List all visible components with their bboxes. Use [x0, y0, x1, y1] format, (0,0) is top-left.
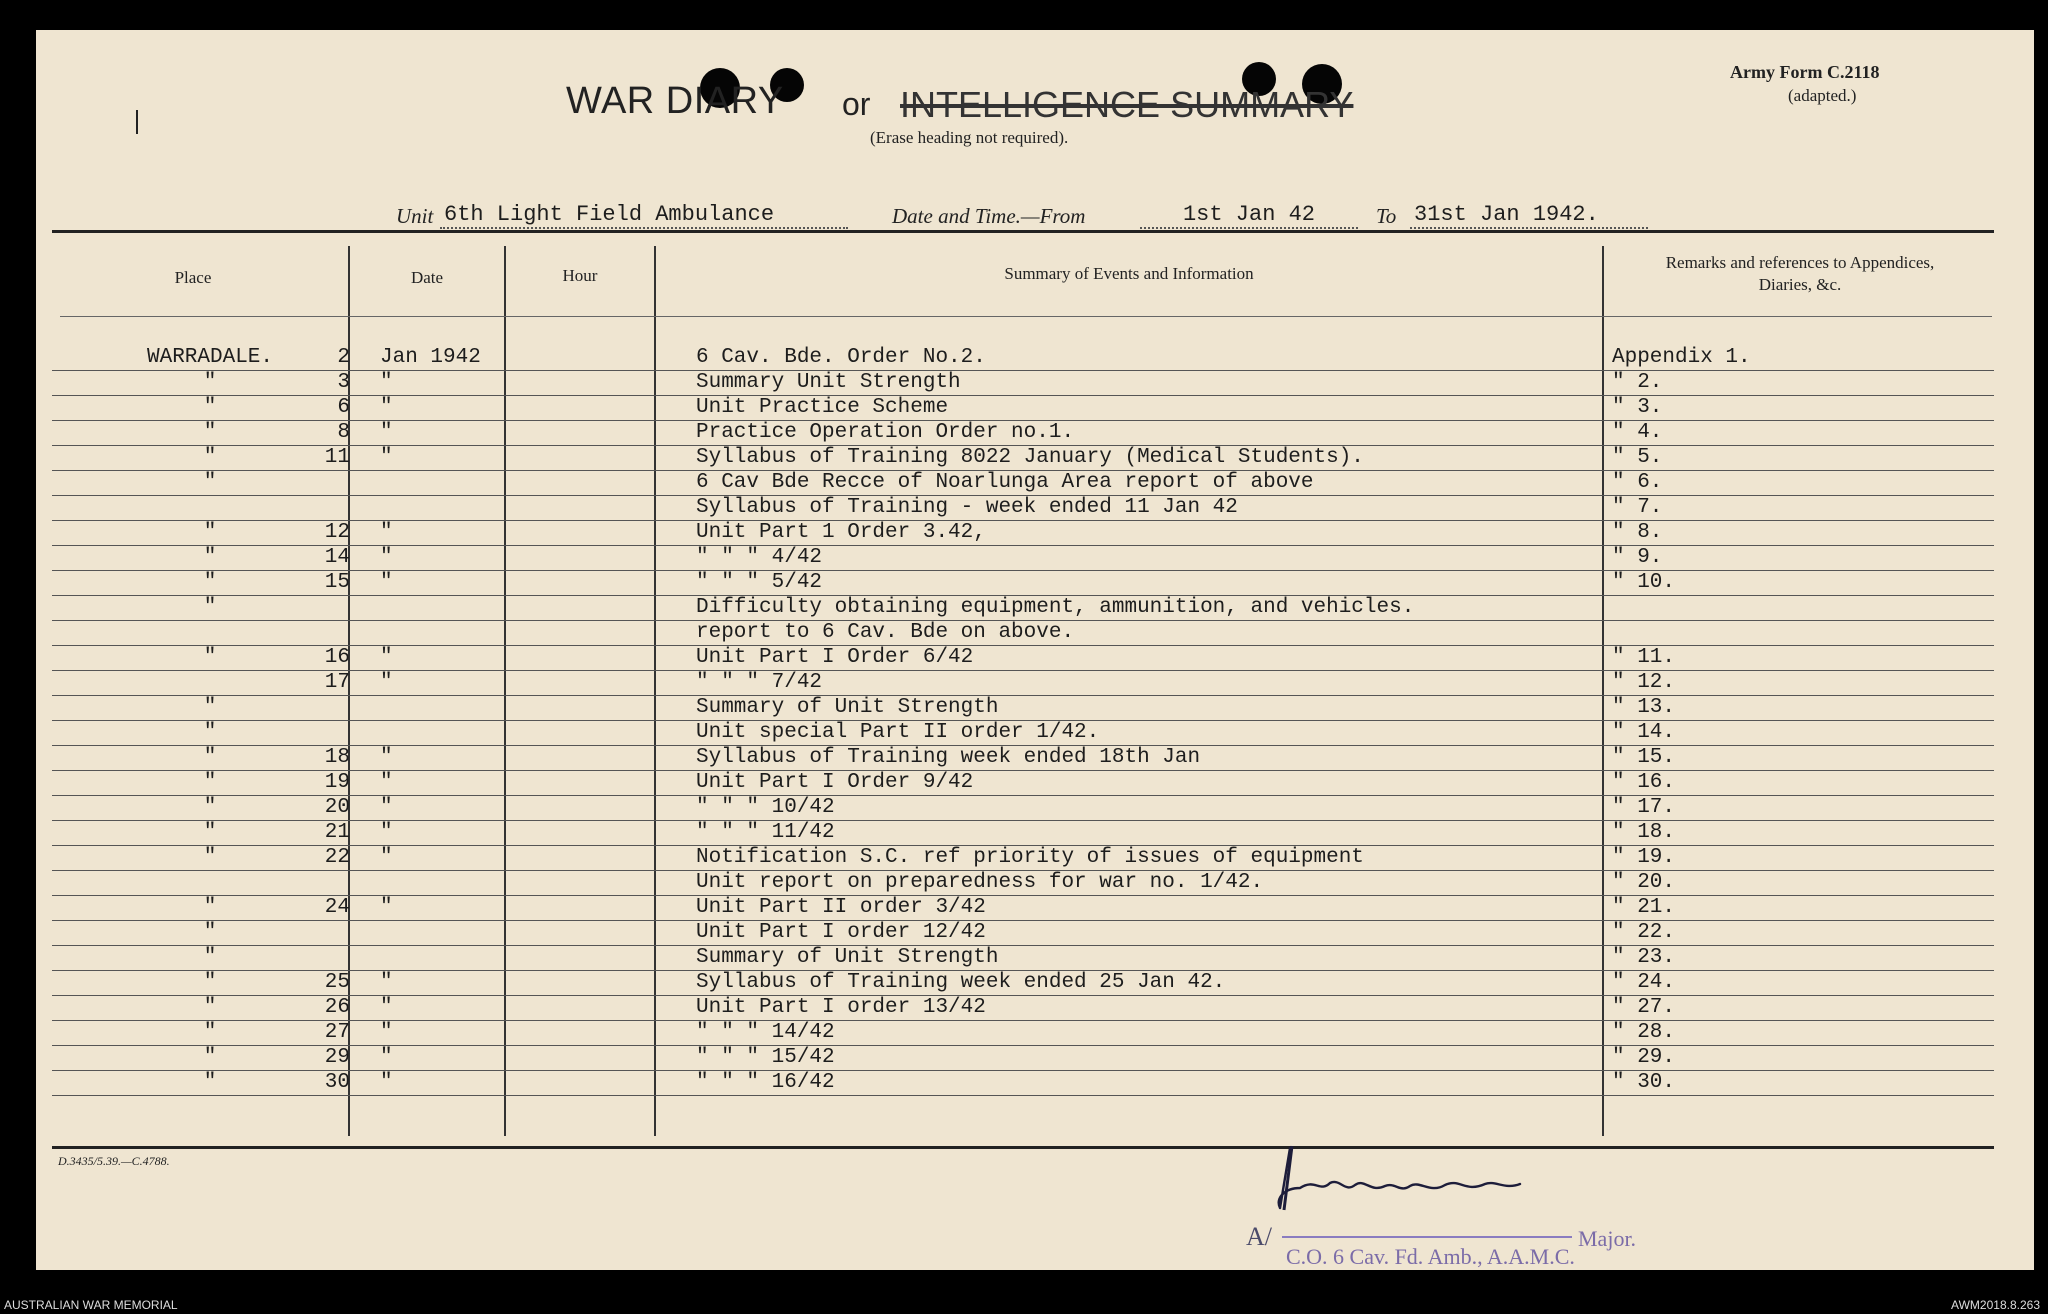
- form-print-code: D.3435/5.39.—C.4788.: [58, 1154, 170, 1168]
- row-summary: 6 Cav. Bde. Order No.2.: [696, 346, 986, 369]
- row-day: 30: [324, 1071, 350, 1094]
- row-remark: " 8.: [1612, 521, 1663, 544]
- row-month: ": [380, 896, 393, 919]
- unit-label: Unit: [396, 204, 434, 228]
- row-remark: " 6.: [1612, 471, 1663, 494]
- bottom-rule: [52, 1146, 1994, 1149]
- row-month: ": [380, 546, 393, 569]
- row-place: ": [203, 971, 217, 994]
- row-place: ": [203, 696, 217, 719]
- row-summary: Syllabus of Training - week ended 11 Jan 42: [696, 496, 1238, 519]
- column-header-remarks: Remarks and references to Appendices, Diaries, &c.: [1665, 253, 1935, 294]
- row-remark: " 17.: [1612, 796, 1676, 819]
- row-place: ": [203, 521, 217, 544]
- diary-title: WAR DIARY: [566, 80, 784, 122]
- row-summary: Summary of Unit Strength: [696, 696, 999, 719]
- row-remark: Appendix 1.: [1612, 346, 1751, 369]
- row-place: ": [203, 1021, 217, 1044]
- column-divider: [654, 246, 656, 1136]
- unit-value: 6th Light Field Ambulance: [440, 202, 848, 229]
- row-remark: " 22.: [1612, 921, 1676, 944]
- row-remark: " 21.: [1612, 896, 1676, 919]
- from-value: 1st Jan 42: [1140, 202, 1358, 229]
- struck-title: INTELLIGENCE SUMMARY: [900, 84, 1354, 125]
- row-summary: report to 6 Cav. Bde on above.: [696, 621, 1075, 644]
- row-remark: " 4.: [1612, 421, 1663, 444]
- row-place: ": [203, 371, 217, 394]
- row-month: ": [380, 571, 393, 594]
- row-month: ": [380, 971, 393, 994]
- row-day: 8: [337, 421, 350, 444]
- archive-id: AWM2018.8.263: [1951, 1298, 2040, 1312]
- row-place: ": [203, 596, 217, 619]
- row-place: ": [203, 821, 217, 844]
- row-remark: " 14.: [1612, 721, 1676, 744]
- row-remark: " 28.: [1612, 1021, 1676, 1044]
- row-summary: " " " 15/42: [696, 1046, 835, 1069]
- form-number: Army Form C.2118: [1730, 62, 1880, 82]
- row-summary: Summary Unit Strength: [696, 371, 961, 394]
- row-remark: " 19.: [1612, 846, 1676, 869]
- row-summary: " " " 16/42: [696, 1071, 835, 1094]
- row-place: ": [203, 571, 217, 594]
- row-summary: " " " 7/42: [696, 671, 823, 694]
- row-remark: " 9.: [1612, 546, 1663, 569]
- row-month: Jan 1942: [380, 346, 481, 369]
- row-day: 14: [324, 546, 350, 569]
- row-day: 11: [324, 446, 350, 469]
- row-place: ": [203, 846, 217, 869]
- row-day: 16: [324, 646, 350, 669]
- row-place: ": [203, 746, 217, 769]
- row-place: ": [203, 471, 217, 494]
- row-day: 17: [324, 671, 350, 694]
- form-adapted: (adapted.): [1788, 86, 1857, 105]
- column-divider: [1602, 246, 1604, 1136]
- row-summary: Unit Part I Order 9/42: [696, 771, 974, 794]
- row-place: ": [203, 446, 217, 469]
- row-remark: " 30.: [1612, 1071, 1676, 1094]
- row-day: 20: [324, 796, 350, 819]
- row-place: ": [203, 1071, 217, 1094]
- row-remark: " 27.: [1612, 996, 1676, 1019]
- row-day: 2: [337, 346, 350, 369]
- row-remark: " 23.: [1612, 946, 1676, 969]
- row-month: ": [380, 996, 393, 1019]
- row-month: ": [380, 771, 393, 794]
- row-remark: " 11.: [1612, 646, 1676, 669]
- column-divider: [504, 246, 506, 1136]
- row-remark: " 18.: [1612, 821, 1676, 844]
- row-remark: " 5.: [1612, 446, 1663, 469]
- row-summary: Unit Part II order 3/42: [696, 896, 986, 919]
- row-remark: " 3.: [1612, 396, 1663, 419]
- row-month: ": [380, 846, 393, 869]
- ruled-line: [52, 695, 1994, 696]
- row-month: ": [380, 646, 393, 669]
- rank-stamp: Major.: [1578, 1226, 1637, 1251]
- row-remark: " 29.: [1612, 1046, 1676, 1069]
- row-day: 18: [324, 746, 350, 769]
- row-summary: Syllabus of Training 8022 January (Medical Students).: [696, 446, 1364, 469]
- column-header-hour: Hour: [562, 266, 598, 285]
- row-summary: Unit report on preparedness for war no. 1/42.: [696, 871, 1264, 894]
- row-day: 22: [324, 846, 350, 869]
- row-day: 27: [324, 1021, 350, 1044]
- row-place: ": [203, 771, 217, 794]
- row-month: ": [380, 396, 393, 419]
- row-summary: Practice Operation Order no.1.: [696, 421, 1075, 444]
- row-place: ": [203, 996, 217, 1019]
- row-day: 26: [324, 996, 350, 1019]
- ruled-line: [52, 1095, 1994, 1096]
- signature: [1270, 1138, 1550, 1228]
- top-rule: [52, 230, 1994, 233]
- row-day: 24: [324, 896, 350, 919]
- row-month: ": [380, 1046, 393, 1069]
- row-summary: Unit Part I order 13/42: [696, 996, 986, 1019]
- row-day: 29: [324, 1046, 350, 1069]
- row-month: ": [380, 796, 393, 819]
- row-summary: Syllabus of Training week ended 25 Jan 42.: [696, 971, 1226, 994]
- pencil-mark: [136, 110, 138, 134]
- row-place: ": [203, 1046, 217, 1069]
- row-summary: 6 Cav Bde Recce of Noarlunga Area report of above: [696, 471, 1314, 494]
- row-summary: " " " 5/42: [696, 571, 823, 594]
- row-summary: Difficulty obtaining equipment, ammunition, and vehicles.: [696, 596, 1415, 619]
- row-month: ": [380, 446, 393, 469]
- row-day: 19: [324, 771, 350, 794]
- date-label: Date and Time.—From: [892, 204, 1086, 228]
- row-summary: " " " 11/42: [696, 821, 835, 844]
- row-month: ": [380, 1021, 393, 1044]
- row-place: ": [203, 396, 217, 419]
- row-place: ": [203, 721, 217, 744]
- row-place: ": [203, 946, 217, 969]
- row-summary: Unit Practice Scheme: [696, 396, 949, 419]
- row-remark: " 12.: [1612, 671, 1676, 694]
- row-month: ": [380, 746, 393, 769]
- row-summary: " " " 14/42: [696, 1021, 835, 1044]
- column-header-date: Date: [410, 268, 444, 287]
- row-month: ": [380, 671, 393, 694]
- row-place: ": [203, 921, 217, 944]
- row-day: 6: [337, 396, 350, 419]
- row-summary: " " " 4/42: [696, 546, 823, 569]
- row-place: WARRADALE.: [146, 346, 274, 369]
- to-label: To: [1376, 204, 1397, 228]
- unit-stamp: C.O. 6 Cav. Fd. Amb., A.A.M.C.: [1286, 1244, 1575, 1269]
- signature-line: [1282, 1236, 1572, 1238]
- row-place: ": [203, 421, 217, 444]
- row-remark: " 15.: [1612, 746, 1676, 769]
- archive-credit: AUSTRALIAN WAR MEMORIAL: [4, 1298, 178, 1312]
- to-value: 31st Jan 1942.: [1410, 202, 1648, 229]
- row-summary: Syllabus of Training week ended 18th Jan: [696, 746, 1201, 769]
- row-remark: " 7.: [1612, 496, 1663, 519]
- row-summary: Unit Part 1 Order 3.42,: [696, 521, 986, 544]
- row-remark: " 2.: [1612, 371, 1663, 394]
- row-day: 25: [324, 971, 350, 994]
- row-summary: Summary of Unit Strength: [696, 946, 999, 969]
- title-or: or: [842, 86, 871, 122]
- row-month: ": [380, 371, 393, 394]
- row-remark: " 20.: [1612, 871, 1676, 894]
- row-summary: Unit special Part II order 1/42.: [696, 721, 1100, 744]
- erase-note: (Erase heading not required).: [870, 128, 1069, 147]
- header-underline: [60, 316, 1992, 317]
- row-day: 3: [337, 371, 350, 394]
- row-remark: " 13.: [1612, 696, 1676, 719]
- stamp-prefix: A/: [1246, 1222, 1272, 1251]
- row-remark: " 24.: [1612, 971, 1676, 994]
- row-month: ": [380, 521, 393, 544]
- column-header-place: Place: [174, 268, 212, 287]
- row-month: ": [380, 1071, 393, 1094]
- row-place: ": [203, 646, 217, 669]
- row-summary: " " " 10/42: [696, 796, 835, 819]
- ruled-line: [52, 945, 1994, 946]
- row-summary: Unit Part I Order 6/42: [696, 646, 974, 669]
- row-remark: " 16.: [1612, 771, 1676, 794]
- row-summary: Unit Part I order 12/42: [696, 921, 986, 944]
- row-month: ": [380, 821, 393, 844]
- ruled-line: [52, 920, 1994, 921]
- row-place: ": [203, 796, 217, 819]
- row-place: ": [203, 546, 217, 569]
- row-summary: Notification S.C. ref priority of issues of equipment: [696, 846, 1364, 869]
- column-header-summary: Summary of Events and Information: [1004, 264, 1254, 283]
- row-day: 15: [324, 571, 350, 594]
- row-month: ": [380, 421, 393, 444]
- row-day: 21: [324, 821, 350, 844]
- row-remark: " 10.: [1612, 571, 1676, 594]
- row-place: ": [203, 896, 217, 919]
- row-day: 12: [324, 521, 350, 544]
